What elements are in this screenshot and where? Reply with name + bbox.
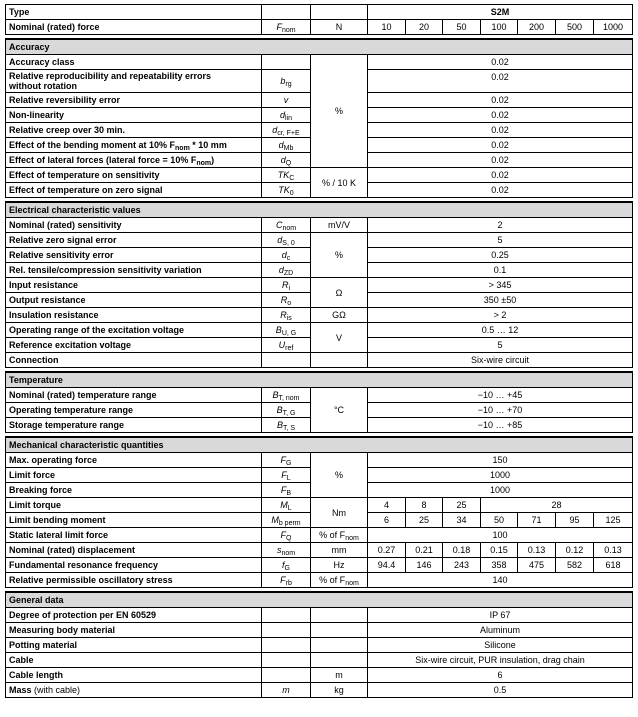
- type-label: Type: [6, 5, 262, 20]
- param-label: Potting material: [6, 638, 262, 653]
- value: −10 … +45: [368, 388, 633, 403]
- unit: m: [311, 668, 368, 683]
- symbol: $d_{Mb}$: [262, 138, 311, 153]
- param-label: Limit torque: [6, 498, 262, 513]
- value: 94.4: [368, 558, 406, 573]
- table-row: [6, 608, 633, 623]
- table-row: [6, 323, 633, 338]
- value: 100: [368, 528, 633, 543]
- value: 150: [368, 453, 633, 468]
- param-label: Connection: [6, 353, 262, 368]
- unit: % / 10 K: [311, 168, 368, 198]
- symbol: $M_{b perm}$: [262, 513, 311, 528]
- param-label: Relative creep over 30 min.: [6, 123, 262, 138]
- value: Silicone: [368, 638, 633, 653]
- value: 0.02: [368, 123, 633, 138]
- unit: mV/V: [311, 218, 368, 233]
- value: 5: [368, 233, 633, 248]
- section-general: [6, 592, 633, 608]
- force-value: 200: [518, 20, 556, 35]
- value: 8: [406, 498, 443, 513]
- param-label: Breaking force: [6, 483, 262, 498]
- symbol: $f_G$: [262, 558, 311, 573]
- symbol: $b_{rg}$: [262, 70, 311, 93]
- symbol: $B_{T, S}$: [262, 418, 311, 433]
- symbol: $M_L$: [262, 498, 311, 513]
- value: 0.27: [368, 543, 406, 558]
- table-row: [6, 218, 633, 233]
- section-mechanical: [6, 437, 633, 453]
- param-label: Nominal (rated) temperature range: [6, 388, 262, 403]
- param-label: Max. operating force: [6, 453, 262, 468]
- symbol: $F_B$: [262, 483, 311, 498]
- param-label: Effect of temperature on zero signal: [6, 183, 262, 198]
- symbol: $B_{T, nom}$: [262, 388, 311, 403]
- value: 95: [556, 513, 594, 528]
- value: 2: [368, 218, 633, 233]
- nominal-force-symbol: $F_{nom}$: [262, 20, 311, 35]
- param-label: Non-linearity: [6, 108, 262, 123]
- value: 0.12: [556, 543, 594, 558]
- value: 0.02: [368, 138, 633, 153]
- value: 0.5 … 12: [368, 323, 633, 338]
- value: 0.13: [518, 543, 556, 558]
- table-row: [6, 683, 633, 698]
- value: 5: [368, 338, 633, 353]
- value: 475: [518, 558, 556, 573]
- force-value: 20: [406, 20, 443, 35]
- symbol: $F_{rb}$: [262, 573, 311, 588]
- table-row: [6, 168, 633, 183]
- type-row: [6, 5, 633, 20]
- section-temperature: [6, 372, 633, 388]
- table-row: [6, 528, 633, 543]
- unit: Ω: [311, 278, 368, 308]
- value: Six-wire circuit, PUR insulation, drag chain: [368, 653, 633, 668]
- table-row: [6, 573, 633, 588]
- value: 358: [481, 558, 518, 573]
- symbol: v: [262, 93, 311, 108]
- value: 0.02: [368, 183, 633, 198]
- value: 0.02: [368, 168, 633, 183]
- table-row: [6, 233, 633, 248]
- value: Six-wire circuit: [368, 353, 633, 368]
- value: 34: [443, 513, 481, 528]
- symbol: $U_{ref}$: [262, 338, 311, 353]
- table-row: [6, 623, 633, 638]
- spec-table: [5, 4, 633, 698]
- value: −10 … +70: [368, 403, 633, 418]
- unit: °C: [311, 388, 368, 433]
- param-label: Nominal (rated) displacement: [6, 543, 262, 558]
- symbol: $B_{U, G}$: [262, 323, 311, 338]
- table-row: [6, 308, 633, 323]
- param-label: Accuracy class: [6, 55, 262, 70]
- param-label: Limit force: [6, 468, 262, 483]
- value: 0.5: [368, 683, 633, 698]
- symbol: $C_{nom}$: [262, 218, 311, 233]
- param-label: Relative sensitivity error: [6, 248, 262, 263]
- param-label: Effect of lateral forces (lateral force = 10% $F_{nom}$): [6, 153, 262, 168]
- value: 0.1: [368, 263, 633, 278]
- type-value: S2M: [368, 5, 633, 20]
- force-value: 50: [443, 20, 481, 35]
- value: 4: [368, 498, 406, 513]
- value: 0.13: [594, 543, 633, 558]
- unit: kg: [311, 683, 368, 698]
- table-row: [6, 653, 633, 668]
- unit: % of $F_{nom}$: [311, 573, 368, 588]
- table-row: [6, 353, 633, 368]
- section-electrical: [6, 202, 633, 218]
- symbol: $d_{lin}$: [262, 108, 311, 123]
- param-label: Rel. tensile/compression sensitivity variation: [6, 263, 262, 278]
- param-label: Effect of the bending moment at 10% $F_{nom} * 10$ mm: [6, 138, 262, 153]
- unit: mm: [311, 543, 368, 558]
- symbol: $R_o$: [262, 293, 311, 308]
- symbol: $F_G$: [262, 453, 311, 468]
- param-label: Degree of protection per EN 60529: [6, 608, 262, 623]
- nominal-force-unit: N: [311, 20, 368, 35]
- value: −10 … +85: [368, 418, 633, 433]
- value: 50: [481, 513, 518, 528]
- table-row: [6, 278, 633, 293]
- value: 582: [556, 558, 594, 573]
- param-label: Nominal (rated) sensitivity: [6, 218, 262, 233]
- section-title: General data: [6, 592, 633, 608]
- unit: Nm: [311, 498, 368, 528]
- param-label: Output resistance: [6, 293, 262, 308]
- datasheet: [5, 4, 632, 698]
- value: IP 67: [368, 608, 633, 623]
- symbol: $TK_0$: [262, 183, 311, 198]
- symbol: $s_{nom}$: [262, 543, 311, 558]
- unit: %: [311, 55, 368, 168]
- value: 0.25: [368, 248, 633, 263]
- symbol: [262, 55, 311, 70]
- param-label: Relative permissible oscillatory stress: [6, 573, 262, 588]
- symbol: $R_{is}$: [262, 308, 311, 323]
- value: 25: [406, 513, 443, 528]
- symbol: $d_c$: [262, 248, 311, 263]
- unit: GΩ: [311, 308, 368, 323]
- nominal-force-label: Nominal (rated) force: [6, 20, 262, 35]
- value: 0.02: [368, 153, 633, 168]
- symbol: $d_{ZD}$: [262, 263, 311, 278]
- section-title: Mechanical characteristic quantities: [6, 437, 633, 453]
- value: 6: [368, 513, 406, 528]
- param-label: Insulation resistance: [6, 308, 262, 323]
- value: 0.02: [368, 70, 633, 93]
- param-label: Storage temperature range: [6, 418, 262, 433]
- param-label: Relative zero signal error: [6, 233, 262, 248]
- table-row: [6, 543, 633, 558]
- value: 618: [594, 558, 633, 573]
- param-label: Input resistance: [6, 278, 262, 293]
- param-label: Reference excitation voltage: [6, 338, 262, 353]
- value: > 345: [368, 278, 633, 293]
- unit: [311, 353, 368, 368]
- param-label: Relative reversibility error: [6, 93, 262, 108]
- value: 0.02: [368, 108, 633, 123]
- force-value: 10: [368, 20, 406, 35]
- unit: %: [311, 233, 368, 278]
- symbol: $F_Q$: [262, 528, 311, 543]
- value: 28: [481, 498, 633, 513]
- unit: Hz: [311, 558, 368, 573]
- symbol: $F_L$: [262, 468, 311, 483]
- value: 0.21: [406, 543, 443, 558]
- table-row: [6, 638, 633, 653]
- param-label: Operating temperature range: [6, 403, 262, 418]
- param-label: Effect of temperature on sensitivity: [6, 168, 262, 183]
- param-label: Relative reproducibility and repeatability errors without rotation: [6, 70, 262, 93]
- value: 71: [518, 513, 556, 528]
- param-label: Cable length: [6, 668, 262, 683]
- table-row: [6, 498, 633, 513]
- param-label: Limit bending moment: [6, 513, 262, 528]
- table-row: [6, 453, 633, 468]
- param-label: Operating range of the excitation voltage: [6, 323, 262, 338]
- param-label: Cable: [6, 653, 262, 668]
- symbol: $TK_C$: [262, 168, 311, 183]
- symbol: $d_Q$: [262, 153, 311, 168]
- section-accuracy: [6, 39, 633, 55]
- param-label: Mass (with cable): [6, 683, 262, 698]
- force-value: 500: [556, 20, 594, 35]
- table-row: [6, 388, 633, 403]
- symbol: [262, 353, 311, 368]
- value: 0.15: [481, 543, 518, 558]
- param-label: Static lateral limit force: [6, 528, 262, 543]
- symbol: $B_{T, G}$: [262, 403, 311, 418]
- symbol: m: [262, 683, 311, 698]
- value: 146: [406, 558, 443, 573]
- value: 6: [368, 668, 633, 683]
- value: 0.02: [368, 93, 633, 108]
- unit: V: [311, 323, 368, 353]
- value: 350 ±50: [368, 293, 633, 308]
- table-row: [6, 558, 633, 573]
- section-title: Electrical characteristic values: [6, 202, 633, 218]
- value: Aluminum: [368, 623, 633, 638]
- table-row: [6, 55, 633, 70]
- value: 1000: [368, 468, 633, 483]
- symbol: $R_i$: [262, 278, 311, 293]
- section-title: Temperature: [6, 372, 633, 388]
- value: 0.02: [368, 55, 633, 70]
- value: 140: [368, 573, 633, 588]
- param-label: Measuring body material: [6, 623, 262, 638]
- unit: % of $F_{nom}$: [311, 528, 368, 543]
- symbol: $d_{cr, F+E}$: [262, 123, 311, 138]
- section-title: Accuracy: [6, 39, 633, 55]
- unit: %: [311, 453, 368, 498]
- value: > 2: [368, 308, 633, 323]
- value: 25: [443, 498, 481, 513]
- value: 1000: [368, 483, 633, 498]
- table-row: [6, 668, 633, 683]
- param-label: Fundamental resonance frequency: [6, 558, 262, 573]
- value: 0.18: [443, 543, 481, 558]
- nominal-force-row: [6, 20, 633, 35]
- force-value: 1000: [594, 20, 633, 35]
- value: 125: [594, 513, 633, 528]
- value: 243: [443, 558, 481, 573]
- force-value: 100: [481, 20, 518, 35]
- symbol: $d_{S, 0}$: [262, 233, 311, 248]
